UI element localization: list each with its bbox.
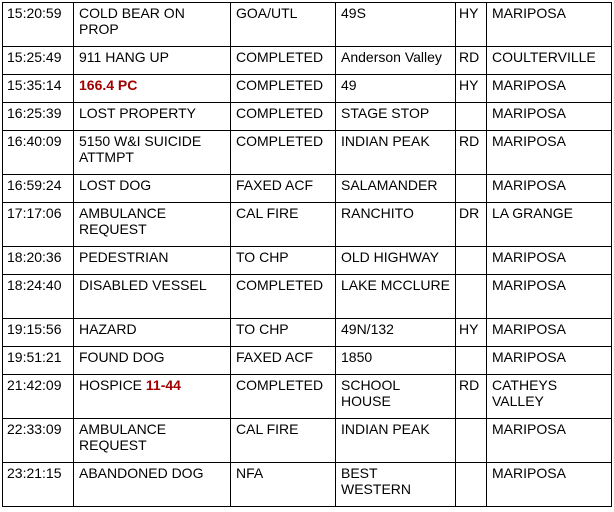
location-cell: 49N/132	[336, 319, 456, 347]
disposition-cell: TO CHP	[231, 319, 336, 347]
table-row	[3, 175, 612, 203]
call-type-text: FOUND DOG	[79, 349, 165, 365]
table-row	[3, 131, 612, 175]
table-row	[3, 203, 612, 247]
call-type-cell	[74, 131, 231, 175]
city-cell: LA GRANGE	[487, 203, 612, 247]
time-cell: 23:21:15	[3, 463, 74, 507]
call-type-cell	[74, 275, 231, 319]
location-cell: INDIAN PEAK	[336, 419, 456, 463]
call-type-text: HAZARD	[79, 321, 137, 337]
call-type-text: HOSPICE	[79, 377, 146, 393]
location-cell: INDIAN PEAK	[336, 131, 456, 175]
location-cell: OLD HIGHWAY	[336, 247, 456, 275]
call-type-text: LOST DOG	[79, 177, 152, 193]
disposition-cell: FAXED ACF	[231, 175, 336, 203]
disposition-cell: COMPLETED	[231, 375, 336, 419]
disposition-cell: COMPLETED	[231, 47, 336, 75]
time-cell: 15:20:59	[3, 3, 74, 47]
city-cell: MARIPOSA	[487, 419, 612, 463]
call-type-text: AMBULANCE REQUEST	[79, 205, 167, 237]
call-type-text: 911 HANG UP	[79, 49, 169, 65]
call-code: 166.4 PC	[79, 77, 138, 93]
disposition-cell: NFA	[231, 463, 336, 507]
call-log-body	[3, 3, 612, 507]
street-suffix-cell: HY	[456, 3, 487, 47]
disposition-cell: TO CHP	[231, 247, 336, 275]
city-cell: MARIPOSA	[487, 319, 612, 347]
city-cell: MARIPOSA	[487, 247, 612, 275]
street-suffix-cell	[456, 347, 487, 375]
time-cell: 21:42:09	[3, 375, 74, 419]
street-suffix-cell: HY	[456, 319, 487, 347]
street-suffix-cell: RD	[456, 131, 487, 175]
table-row	[3, 3, 612, 47]
time-cell: 19:51:21	[3, 347, 74, 375]
call-code: 11-44	[145, 377, 181, 393]
disposition-cell: FAXED ACF	[231, 347, 336, 375]
city-cell: MARIPOSA	[487, 275, 612, 319]
location-cell: STAGE STOP	[336, 103, 456, 131]
time-cell: 18:20:36	[3, 247, 74, 275]
time-cell: 19:15:56	[3, 319, 74, 347]
disposition-cell: COMPLETED	[231, 131, 336, 175]
location-cell: BEST WESTERN	[336, 463, 456, 507]
call-type-cell	[74, 203, 231, 247]
street-suffix-cell	[456, 419, 487, 463]
call-type-text: DISABLED VESSEL	[79, 277, 207, 293]
call-type-cell	[74, 463, 231, 507]
call-type-cell	[74, 47, 231, 75]
disposition-cell: COMPLETED	[231, 275, 336, 319]
city-cell: MARIPOSA	[487, 463, 612, 507]
call-type-cell	[74, 175, 231, 203]
call-type-text: AMBULANCE REQUEST	[79, 421, 167, 453]
table-row	[3, 463, 612, 507]
street-suffix-cell: DR	[456, 203, 487, 247]
disposition-cell: GOA/UTL	[231, 3, 336, 47]
time-cell: 16:59:24	[3, 175, 74, 203]
time-cell: 15:35:14	[3, 75, 74, 103]
city-cell: MARIPOSA	[487, 75, 612, 103]
disposition-cell: COMPLETED	[231, 103, 336, 131]
street-suffix-cell	[456, 247, 487, 275]
city-cell: MARIPOSA	[487, 3, 612, 47]
call-type-cell	[74, 3, 231, 47]
call-type-text: 5150 W&I SUICIDE ATTMPT	[79, 133, 202, 165]
time-cell: 18:24:40	[3, 275, 74, 319]
call-log-table	[2, 2, 612, 507]
table-row	[3, 47, 612, 75]
time-cell: 17:17:06	[3, 203, 74, 247]
street-suffix-cell: HY	[456, 75, 487, 103]
disposition-cell: CAL FIRE	[231, 203, 336, 247]
location-cell: SALAMANDER	[336, 175, 456, 203]
call-type-cell	[74, 419, 231, 463]
street-suffix-cell	[456, 103, 487, 131]
disposition-cell: COMPLETED	[231, 75, 336, 103]
city-cell: MARIPOSA	[487, 103, 612, 131]
table-row	[3, 275, 612, 319]
street-suffix-cell	[456, 463, 487, 507]
city-cell: COULTERVILLE	[487, 47, 612, 75]
street-suffix-cell: RD	[456, 47, 487, 75]
location-cell: RANCHITO	[336, 203, 456, 247]
call-type-text: COLD BEAR ON PROP	[79, 5, 185, 37]
street-suffix-cell: RD	[456, 375, 487, 419]
call-type-cell	[74, 103, 231, 131]
call-type-text: PEDESTRIAN	[79, 249, 169, 265]
location-cell: LAKE MCCLURE	[336, 275, 456, 319]
disposition-cell: CAL FIRE	[231, 419, 336, 463]
street-suffix-cell	[456, 275, 487, 319]
location-cell: Anderson Valley	[336, 47, 456, 75]
city-cell: MARIPOSA	[487, 347, 612, 375]
call-type-text: LOST PROPERTY	[79, 105, 196, 121]
call-type-cell	[74, 375, 231, 419]
location-cell: 49	[336, 75, 456, 103]
call-type-cell	[74, 319, 231, 347]
location-cell: SCHOOL HOUSE	[336, 375, 456, 419]
time-cell: 22:33:09	[3, 419, 74, 463]
call-type-cell	[74, 247, 231, 275]
city-cell: CATHEYS VALLEY	[487, 375, 612, 419]
time-cell: 16:40:09	[3, 131, 74, 175]
location-cell: 1850	[336, 347, 456, 375]
table-row	[3, 419, 612, 463]
table-row	[3, 375, 612, 419]
call-type-cell	[74, 347, 231, 375]
city-cell: MARIPOSA	[487, 131, 612, 175]
table-row	[3, 75, 612, 103]
location-cell: 49S	[336, 3, 456, 47]
city-cell: MARIPOSA	[487, 175, 612, 203]
time-cell: 16:25:39	[3, 103, 74, 131]
table-row	[3, 319, 612, 347]
time-cell: 15:25:49	[3, 47, 74, 75]
call-type-cell	[74, 75, 231, 103]
table-row	[3, 347, 612, 375]
table-row	[3, 103, 612, 131]
call-type-text: ABANDONED DOG	[79, 465, 204, 481]
street-suffix-cell	[456, 175, 487, 203]
table-row	[3, 247, 612, 275]
